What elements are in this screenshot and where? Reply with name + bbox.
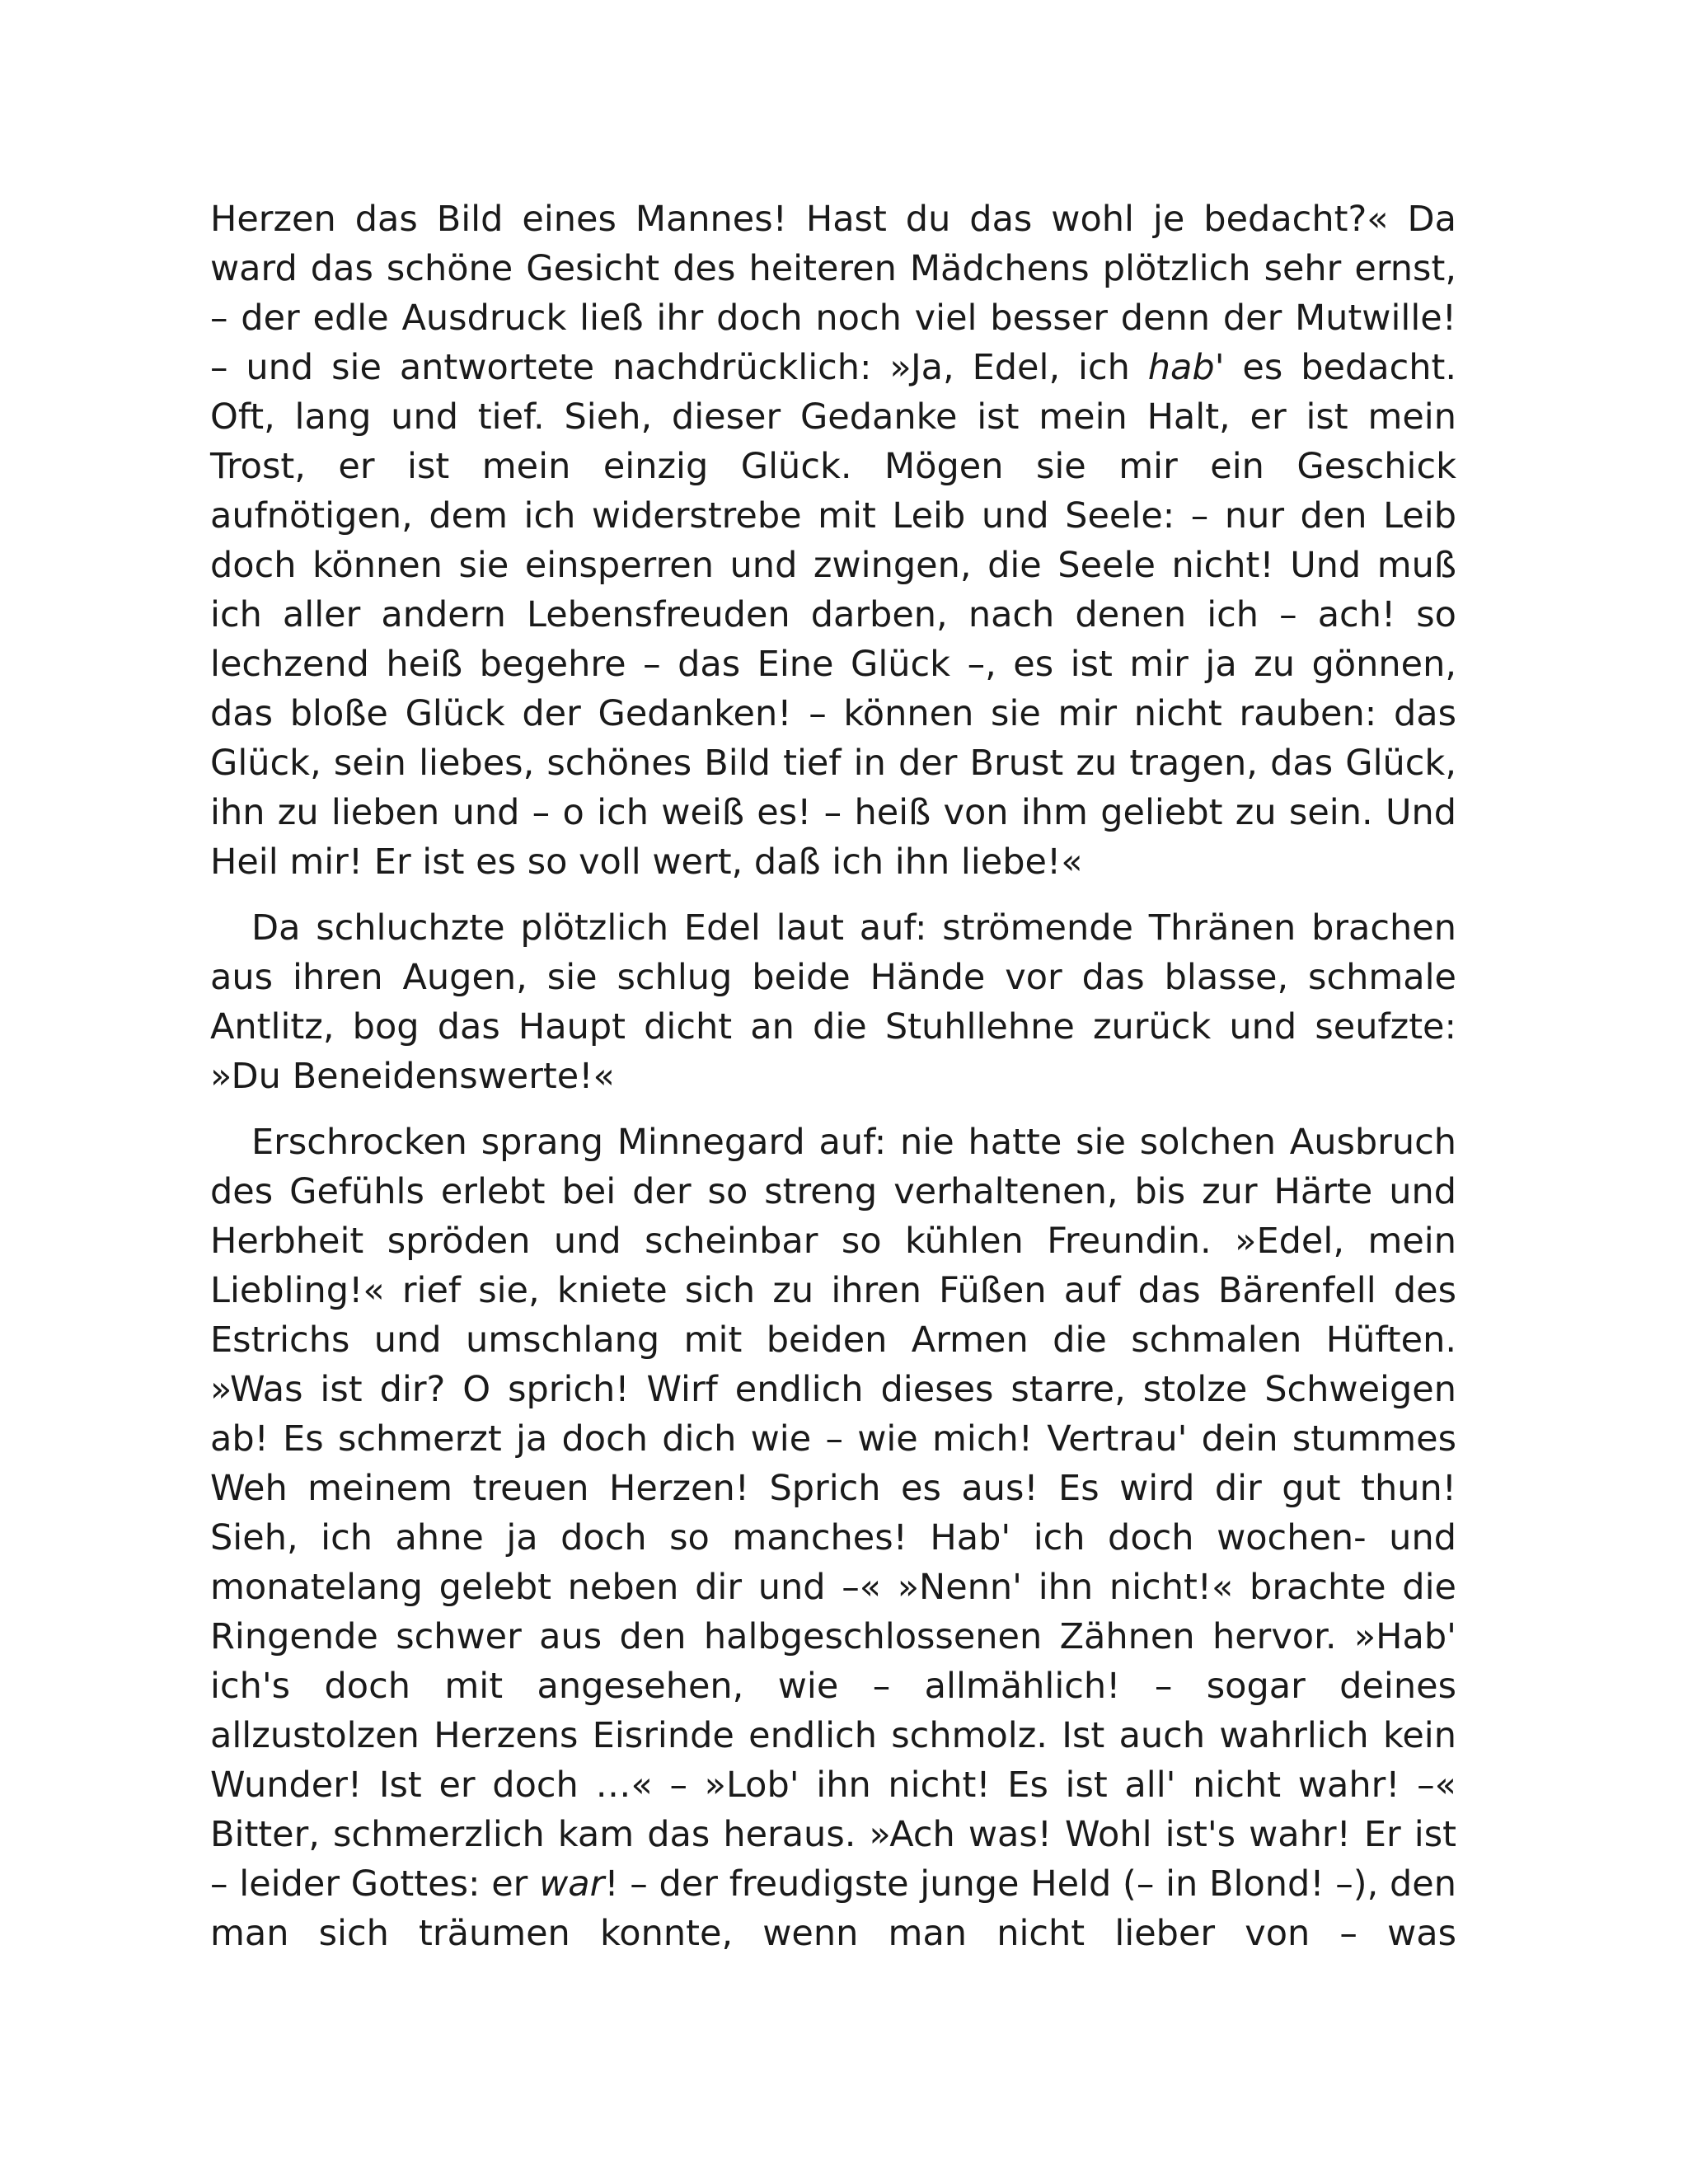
- body-text: [210, 194, 1456, 1975]
- paragraph-1-text-continued: es bedacht. Oft, lang und tief. Sieh, dieser Gedanke ist mein Halt, er ist mein Trost, er ist mein einzig Glück. Mögen sie mir ein Geschick aufnötigen, dem ich widerstrebe mit Leib und Seele: – nur den Leib doch können sie einsperren und zwingen, die Seele nicht! Und muß ich aller andern Lebensfreuden darben, nach denen ich – ach! so lechzend heiß begehre – das Eine Glück –, es ist mir ja zu gönnen, das bloße Glück der Gedanken! – können sie mir nicht rauben: das Glück, sein liebes, schönes Bild tief in der Brust zu tragen, das Glück, ihn zu lieben und – o ich weiß es! – heiß von ihm geliebt zu sein. Und Heil mir! Er ist es so voll wert, daß ich ihn liebe!«: [210, 347, 1457, 883]
- paragraph-3: [210, 1118, 1456, 1958]
- paragraph-2: Da schluchzte plötzlich Edel laut auf: strömende Thränen brachen aus ihren Augen, sie schlug beide Hände vor das blasse, schmale Antlitz, bog das Haupt dicht an die Stuhllehne zurück und seufzte: »Du Beneidenswerte!«: [210, 907, 1456, 1097]
- paragraph-1: [210, 194, 1456, 887]
- paragraph-1-emphasis: hab': [1147, 347, 1225, 388]
- paragraph-1-text: Herzen das Bild eines Mannes! Hast du das wohl je bedacht?« Da ward das schöne Gesicht des heiteren Mädchens plötzlich sehr ernst, – der edle Ausdruck ließ ihr doch noch viel besser denn der Mutwille! – und sie antwortete nachdrücklich: »Ja, Edel, ich: [210, 199, 1456, 388]
- paragraph-3-text: Erschrocken sprang Minnegard auf: nie hatte sie solchen Ausbruch des Gefühls erlebt bei der so streng verhaltenen, bis zur Härte und Herbheit spröden und scheinbar so kühlen Freundin. »Edel, mein Liebling!« rief sie, kniete sich zu ihren Füßen auf das Bärenfell des Estrichs und umschlang mit beiden Armen die schmalen Hüften. »Was ist dir? O sprich! Wirf endlich dieses starre, stolze Schweigen ab! Es schmerzt ja doch dich wie – wie mich! Vertrau' dein stummes Weh meinem treuen Herzen! Sprich es aus! Es wird dir gut thun! Sieh, ich ahne ja doch so manches! Hab' ich doch wochen- und monatelang gelebt neben dir und –« »Nenn' ihn nicht!« brachte die Ringende schwer aus den halbgeschlossenen Zähnen hervor. »Hab' ich's doch mit angesehen, wie – allmählich! – sogar deines allzustolzen Herzens Eisrinde endlich schmolz. Ist auch wahrlich kein Wunder! Ist er doch …« – »Lob' ihn nicht! Es ist all' nicht wahr! –« Bitter, schmerzlich kam das heraus. »Ach was! Wohl ist's wahr! Er ist – leider Gottes: er: [210, 1122, 1456, 1905]
- paragraph-3-text-continued: ! – der freudigste junge Held (– in Blond! –), den man sich träumen konnte, wenn man nicht lieber von – was: [210, 1863, 1456, 1954]
- paragraph-3-emphasis: war: [539, 1863, 605, 1905]
